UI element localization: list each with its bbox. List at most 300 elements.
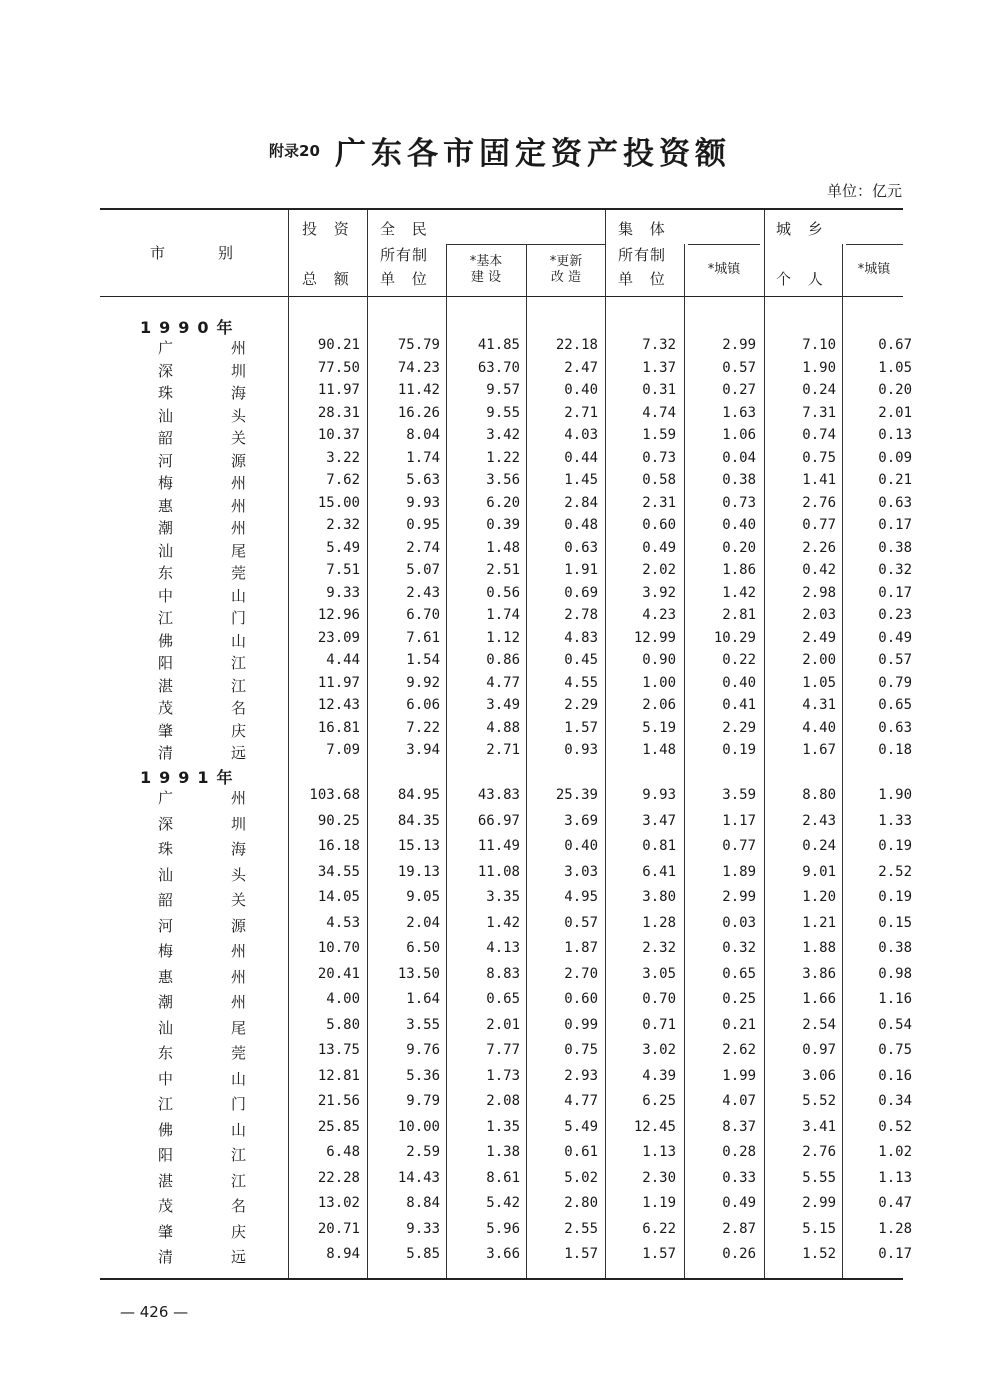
cell-value: 2.00	[802, 652, 836, 668]
city-char: 关	[230, 429, 246, 447]
city-name	[158, 630, 246, 651]
city-char: 阳	[158, 654, 174, 672]
city-name	[158, 450, 246, 471]
cell-value: 1.05	[802, 675, 836, 691]
cell-value: 10.00	[397, 1119, 440, 1135]
city-char: 名	[230, 1197, 246, 1215]
cell-value: 8.84	[406, 1195, 440, 1211]
cell-value: 4.13	[486, 940, 520, 956]
cell-value: 9.33	[406, 1221, 440, 1237]
cell-value: 0.56	[486, 585, 520, 601]
city-name	[158, 607, 246, 628]
cell-value: 20.71	[317, 1221, 360, 1237]
cell-value: 7.51	[326, 562, 360, 578]
cell-value: 12.45	[633, 1119, 676, 1135]
cell-value: 7.61	[406, 630, 440, 646]
cell-value: 16.26	[397, 405, 440, 421]
cell-value: 0.23	[878, 607, 912, 623]
cell-value: 7.22	[406, 720, 440, 736]
cell-value: 10.70	[317, 940, 360, 956]
cell-value: 9.93	[642, 787, 676, 803]
cell-value: 6.70	[406, 607, 440, 623]
cell-value: 1.48	[486, 540, 520, 556]
table-row	[100, 1195, 912, 1217]
city-char: 广	[158, 339, 174, 357]
cell-value: 1.41	[802, 472, 836, 488]
header-renovation	[528, 254, 604, 286]
cell-value: 1.86	[722, 562, 756, 578]
cell-value: 1.64	[406, 991, 440, 1007]
city-name	[158, 1017, 246, 1038]
cell-value: 6.06	[406, 697, 440, 713]
cell-value: 1.66	[802, 991, 836, 1007]
cell-value: 0.45	[564, 652, 598, 668]
city-char: 山	[230, 632, 246, 650]
cell-value: 3.69	[564, 813, 598, 829]
city-name	[158, 991, 246, 1012]
cell-value: 0.22	[722, 652, 756, 668]
city-name	[158, 1119, 246, 1140]
cell-value: 1.12	[486, 630, 520, 646]
header-individual-b: 个 人	[776, 270, 829, 288]
table-row	[100, 813, 912, 835]
city-char: 江	[158, 609, 174, 627]
cell-value: 6.20	[486, 495, 520, 511]
cell-value: 6.25	[642, 1093, 676, 1109]
cell-value: 2.32	[642, 940, 676, 956]
table-row	[100, 652, 912, 674]
cell-value: 41.85	[477, 337, 520, 353]
cell-value: 0.79	[878, 675, 912, 691]
table-row	[100, 940, 912, 962]
city-name	[158, 562, 246, 583]
table-row	[100, 585, 912, 607]
cell-value: 22.28	[317, 1170, 360, 1186]
cell-value: 0.15	[878, 915, 912, 931]
city-name	[158, 1195, 246, 1216]
city-char: 头	[230, 407, 246, 425]
cell-value: 0.28	[722, 1144, 756, 1160]
header-collective-a: 集 体	[618, 220, 671, 238]
city-char: 深	[158, 362, 174, 380]
cell-value: 5.55	[802, 1170, 836, 1186]
city-name	[158, 1068, 246, 1089]
cell-value: 2.04	[406, 915, 440, 931]
cell-value: 14.43	[397, 1170, 440, 1186]
table-row	[100, 360, 912, 382]
cell-value: 1.28	[642, 915, 676, 931]
city-char: 江	[230, 1172, 246, 1190]
unit-label: 单位：亿元	[826, 182, 902, 200]
cell-value: 0.20	[722, 540, 756, 556]
city-char: 梅	[158, 474, 174, 492]
cell-value: 0.13	[878, 427, 912, 443]
city-char: 湛	[158, 1172, 174, 1190]
subheader-rule	[688, 244, 760, 245]
city-char: 梅	[158, 942, 174, 960]
cell-value: 4.23	[642, 607, 676, 623]
cell-value: 3.94	[406, 742, 440, 758]
header-renew-a: *更新	[549, 254, 583, 269]
city-char: 清	[158, 1248, 174, 1266]
cell-value: 4.03	[564, 427, 598, 443]
cell-value: 1.67	[802, 742, 836, 758]
cell-value: 2.59	[406, 1144, 440, 1160]
cell-value: 12.96	[317, 607, 360, 623]
cell-value: 5.96	[486, 1221, 520, 1237]
cell-value: 2.06	[642, 697, 676, 713]
cell-value: 9.93	[406, 495, 440, 511]
header-basic-b: 建 设	[470, 270, 502, 285]
cell-value: 0.49	[722, 1195, 756, 1211]
cell-value: 2.08	[486, 1093, 520, 1109]
header-basic-a: *基本	[469, 254, 503, 269]
cell-value: 5.42	[486, 1195, 520, 1211]
cell-value: 1.02	[878, 1144, 912, 1160]
cell-value: 77.50	[317, 360, 360, 376]
cell-value: 15.13	[397, 838, 440, 854]
cell-value: 0.41	[722, 697, 756, 713]
cell-value: 1.33	[878, 813, 912, 829]
city-char: 远	[230, 744, 246, 762]
cell-value: 0.21	[878, 472, 912, 488]
header-individual-town: *城镇	[857, 262, 891, 277]
cell-value: 19.13	[397, 864, 440, 880]
cell-value: 0.40	[722, 517, 756, 533]
cell-value: 1.89	[722, 864, 756, 880]
city-char: 门	[230, 1095, 246, 1113]
city-name	[158, 915, 246, 936]
city-name	[158, 813, 246, 834]
cell-value: 1.00	[642, 675, 676, 691]
cell-value: 3.22	[326, 450, 360, 466]
header-renew-b: 改 造	[550, 270, 582, 285]
cell-value: 3.03	[564, 864, 598, 880]
year-heading: 1990年	[140, 318, 241, 337]
cell-value: 4.55	[564, 675, 598, 691]
cell-value: 0.34	[878, 1093, 912, 1109]
cell-value: 9.57	[486, 382, 520, 398]
cell-value: 9.79	[406, 1093, 440, 1109]
cell-value: 5.36	[406, 1068, 440, 1084]
cell-value: 2.54	[802, 1017, 836, 1033]
cell-value: 3.59	[722, 787, 756, 803]
cell-value: 63.70	[477, 360, 520, 376]
table-row	[100, 1170, 912, 1192]
city-char: 庆	[230, 1223, 246, 1241]
cell-value: 2.55	[564, 1221, 598, 1237]
cell-value: 2.80	[564, 1195, 598, 1211]
cell-value: 0.57	[878, 652, 912, 668]
cell-value: 5.15	[802, 1221, 836, 1237]
cell-value: 4.83	[564, 630, 598, 646]
cell-value: 4.95	[564, 889, 598, 905]
city-char: 潮	[158, 993, 174, 1011]
cell-value: 3.47	[642, 813, 676, 829]
cell-value: 1.88	[802, 940, 836, 956]
cell-value: 1.54	[406, 652, 440, 668]
city-name	[158, 517, 246, 538]
cell-value: 0.04	[722, 450, 756, 466]
cell-value: 5.19	[642, 720, 676, 736]
cell-value: 0.25	[722, 991, 756, 1007]
cell-value: 9.33	[326, 585, 360, 601]
cell-value: 13.50	[397, 966, 440, 982]
cell-value: 2.62	[722, 1042, 756, 1058]
cell-value: 43.83	[477, 787, 520, 803]
cell-value: 1.13	[878, 1170, 912, 1186]
city-name	[158, 1246, 246, 1267]
cell-value: 0.75	[878, 1042, 912, 1058]
cell-value: 2.29	[722, 720, 756, 736]
cell-value: 7.31	[802, 405, 836, 421]
table-row	[100, 450, 912, 472]
city-name	[158, 1144, 246, 1165]
city-name	[158, 540, 246, 561]
cell-value: 1.28	[878, 1221, 912, 1237]
cell-value: 0.70	[642, 991, 676, 1007]
cell-value: 1.13	[642, 1144, 676, 1160]
cell-value: 0.40	[564, 382, 598, 398]
cell-value: 0.65	[486, 991, 520, 1007]
city-char: 茂	[158, 699, 174, 717]
city-char: 汕	[158, 1019, 174, 1037]
cell-value: 0.63	[564, 540, 598, 556]
cell-value: 0.86	[486, 652, 520, 668]
cell-value: 0.65	[722, 966, 756, 982]
city-char: 州	[230, 497, 246, 515]
cell-value: 2.93	[564, 1068, 598, 1084]
cell-value: 0.60	[642, 517, 676, 533]
city-char: 肇	[158, 1223, 174, 1241]
cell-value: 0.44	[564, 450, 598, 466]
cell-value: 21.56	[317, 1093, 360, 1109]
cell-value: 1.48	[642, 742, 676, 758]
cell-value: 2.78	[564, 607, 598, 623]
cell-value: 9.92	[406, 675, 440, 691]
cell-value: 8.83	[486, 966, 520, 982]
cell-value: 8.94	[326, 1246, 360, 1262]
cell-value: 1.06	[722, 427, 756, 443]
table-row	[100, 562, 912, 584]
city-char: 汕	[158, 407, 174, 425]
cell-value: 6.41	[642, 864, 676, 880]
city-char: 惠	[158, 497, 174, 515]
cell-value: 2.81	[722, 607, 756, 623]
cell-value: 10.29	[713, 630, 756, 646]
cell-value: 0.54	[878, 1017, 912, 1033]
city-char: 韶	[158, 429, 174, 447]
cell-value: 3.35	[486, 889, 520, 905]
cell-value: 2.76	[802, 1144, 836, 1160]
cell-value: 0.31	[642, 382, 676, 398]
cell-value: 1.59	[642, 427, 676, 443]
city-char: 莞	[230, 564, 246, 582]
cell-value: 1.21	[802, 915, 836, 931]
cell-value: 0.95	[406, 517, 440, 533]
cell-value: 0.32	[722, 940, 756, 956]
year-heading: 1991年	[140, 768, 241, 787]
city-char: 东	[158, 564, 174, 582]
cell-value: 1.45	[564, 472, 598, 488]
cell-value: 0.97	[802, 1042, 836, 1058]
header-individual-a: 城 乡	[776, 220, 829, 238]
cell-value: 1.74	[486, 607, 520, 623]
city-name	[158, 337, 246, 358]
city-char: 潮	[158, 519, 174, 537]
cell-value: 5.80	[326, 1017, 360, 1033]
city-char: 山	[230, 587, 246, 605]
table-row	[100, 1042, 912, 1064]
table-row	[100, 787, 912, 809]
cell-value: 0.17	[878, 585, 912, 601]
city-char: 江	[230, 677, 246, 695]
city-char: 州	[230, 339, 246, 357]
city-char: 州	[230, 993, 246, 1011]
cell-value: 1.05	[878, 360, 912, 376]
header-invest-b: 总 额	[302, 270, 355, 288]
header-collective-c: 单 位	[618, 270, 671, 288]
cell-value: 7.09	[326, 742, 360, 758]
city-char: 深	[158, 815, 174, 833]
city-char: 惠	[158, 968, 174, 986]
cell-value: 2.43	[802, 813, 836, 829]
city-char: 东	[158, 1044, 174, 1062]
cell-value: 2.03	[802, 607, 836, 623]
cell-value: 2.01	[486, 1017, 520, 1033]
table-row	[100, 405, 912, 427]
cell-value: 11.49	[477, 838, 520, 854]
city-char: 阳	[158, 1146, 174, 1164]
cell-value: 0.73	[722, 495, 756, 511]
cell-value: 5.52	[802, 1093, 836, 1109]
cell-value: 0.24	[802, 838, 836, 854]
cell-value: 7.77	[486, 1042, 520, 1058]
cell-value: 0.19	[878, 889, 912, 905]
cell-value: 11.97	[317, 382, 360, 398]
cell-value: 28.31	[317, 405, 360, 421]
cell-value: 4.88	[486, 720, 520, 736]
cell-value: 0.73	[642, 450, 676, 466]
cell-value: 1.17	[722, 813, 756, 829]
cell-value: 8.61	[486, 1170, 520, 1186]
cell-value: 66.97	[477, 813, 520, 829]
cell-value: 0.09	[878, 450, 912, 466]
cell-value: 12.81	[317, 1068, 360, 1084]
table-row	[100, 472, 912, 494]
cell-value: 1.38	[486, 1144, 520, 1160]
cell-value: 0.18	[878, 742, 912, 758]
cell-value: 0.69	[564, 585, 598, 601]
city-name	[158, 652, 246, 673]
appendix-label: 附录20	[269, 142, 320, 160]
cell-value: 0.60	[564, 991, 598, 1007]
city-name	[158, 966, 246, 987]
cell-value: 8.04	[406, 427, 440, 443]
cell-value: 4.44	[326, 652, 360, 668]
cell-value: 90.21	[317, 337, 360, 353]
cell-value: 1.19	[642, 1195, 676, 1211]
table-row	[100, 1119, 912, 1141]
cell-value: 1.73	[486, 1068, 520, 1084]
cell-value: 0.99	[564, 1017, 598, 1033]
cell-value: 0.27	[722, 382, 756, 398]
cell-value: 10.37	[317, 427, 360, 443]
cell-value: 5.63	[406, 472, 440, 488]
table-row	[100, 607, 912, 629]
cell-value: 0.33	[722, 1170, 756, 1186]
cell-value: 2.87	[722, 1221, 756, 1237]
cell-value: 2.52	[878, 864, 912, 880]
cell-value: 0.49	[878, 630, 912, 646]
cell-value: 2.71	[486, 742, 520, 758]
cell-value: 1.57	[564, 720, 598, 736]
table-bottom-rule	[100, 1278, 903, 1280]
cell-value: 0.49	[642, 540, 676, 556]
page-number: — 426 —	[120, 1303, 189, 1321]
cell-value: 13.75	[317, 1042, 360, 1058]
city-char: 江	[230, 1146, 246, 1164]
cell-value: 1.16	[878, 991, 912, 1007]
cell-value: 15.00	[317, 495, 360, 511]
city-char: 州	[230, 519, 246, 537]
table-header-rule	[100, 296, 903, 297]
table-row	[100, 1221, 912, 1243]
page-title	[0, 128, 1000, 173]
cell-value: 4.77	[564, 1093, 598, 1109]
city-char: 门	[230, 609, 246, 627]
cell-value: 0.67	[878, 337, 912, 353]
cell-value: 2.43	[406, 585, 440, 601]
cell-value: 3.06	[802, 1068, 836, 1084]
cell-value: 34.55	[317, 864, 360, 880]
table-row	[100, 1093, 912, 1115]
cell-value: 6.50	[406, 940, 440, 956]
city-char: 中	[158, 1070, 174, 1088]
cell-value: 0.21	[722, 1017, 756, 1033]
subheader-rule	[846, 244, 903, 245]
city-char: 汕	[158, 866, 174, 884]
header-state-c: 单 位	[380, 270, 433, 288]
cell-value: 3.41	[802, 1119, 836, 1135]
city-char: 莞	[230, 1044, 246, 1062]
city-name	[158, 838, 246, 859]
cell-value: 1.52	[802, 1246, 836, 1262]
city-char: 关	[230, 891, 246, 909]
cell-value: 13.02	[317, 1195, 360, 1211]
cell-value: 0.20	[878, 382, 912, 398]
cell-value: 2.71	[564, 405, 598, 421]
cell-value: 0.19	[722, 742, 756, 758]
cell-value: 4.53	[326, 915, 360, 931]
city-name	[158, 742, 246, 763]
cell-value: 1.91	[564, 562, 598, 578]
table-row	[100, 517, 912, 539]
cell-value: 9.55	[486, 405, 520, 421]
table-row	[100, 540, 912, 562]
cell-value: 25.39	[555, 787, 598, 803]
cell-value: 0.38	[878, 540, 912, 556]
cell-value: 0.39	[486, 517, 520, 533]
subheader-rule	[446, 244, 605, 245]
table-top-rule	[100, 208, 903, 210]
header-state-b: 所有制	[380, 246, 429, 264]
cell-value: 11.42	[397, 382, 440, 398]
city-char: 中	[158, 587, 174, 605]
cell-value: 5.85	[406, 1246, 440, 1262]
cell-value: 2.49	[802, 630, 836, 646]
cell-value: 2.51	[486, 562, 520, 578]
